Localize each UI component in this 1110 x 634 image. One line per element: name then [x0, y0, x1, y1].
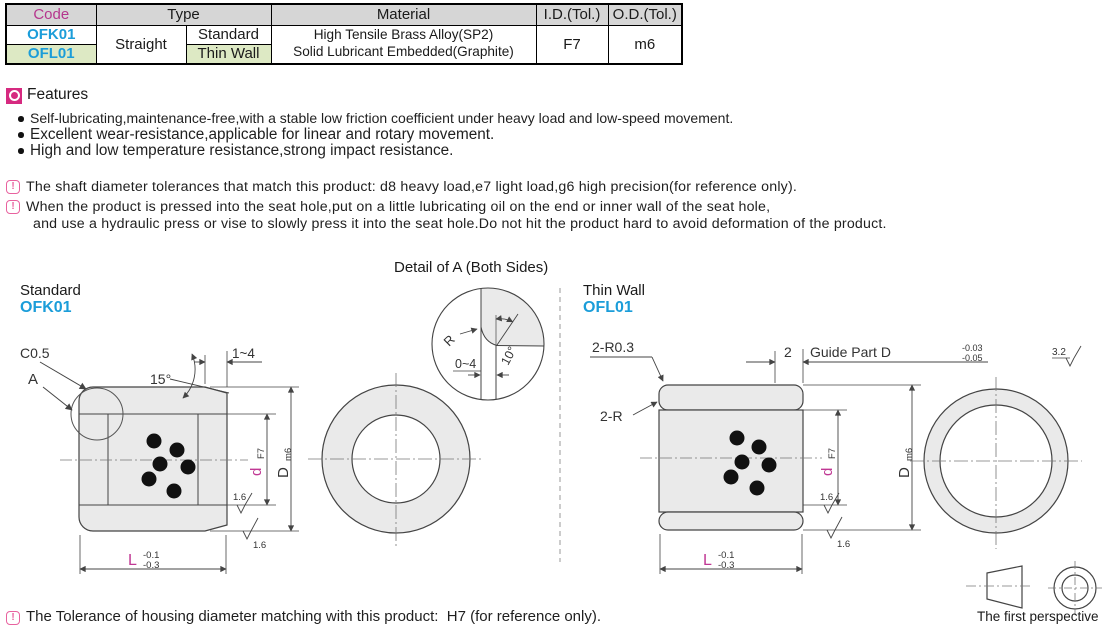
cell-subtype-standard: Standard: [186, 25, 271, 44]
warning-icon: !: [6, 180, 20, 194]
standard-section-code: OFK01: [20, 299, 72, 316]
roughness-16: 1.6: [253, 540, 267, 551]
roughness-32: 3.2: [1052, 347, 1066, 358]
dim-guide-tol-hi: -0.03: [962, 343, 983, 353]
material-line-1: High Tensile Brass Alloy(SP2): [313, 27, 494, 43]
dim-2r: 2-R: [600, 408, 623, 424]
dim-d-tol: F7: [256, 447, 267, 459]
roughness-16: 1.6: [837, 539, 851, 550]
dim-len14: 1~4: [232, 346, 255, 361]
dim-len04: 0~4: [455, 357, 477, 371]
dim-2r03: 2-R0.3: [592, 339, 635, 355]
cell-od-tol: m6: [608, 25, 682, 64]
header-od-tol: O.D.(Tol.): [608, 4, 682, 25]
first-perspective-symbol: [966, 561, 1102, 615]
dim-D-tol: m6: [904, 447, 915, 461]
dim-L-tol-lo: -0.3: [143, 560, 160, 571]
footer-note: The Tolerance of housing diameter matching with this product: H7 (for reference only).: [26, 608, 602, 625]
feature-item: High and low temperature resistance,strong impact resistance.: [30, 142, 454, 159]
cell-id-tol: F7: [536, 25, 608, 64]
cell-subtype-thinwall: Thin Wall: [186, 44, 271, 64]
note-line: The shaft diameter tolerances that match this product: d8 heavy load,e7 light load,g6 high precision(for reference only).: [26, 179, 798, 195]
dim-angle10: 10°: [498, 344, 520, 368]
roughness-16: 1.6: [820, 492, 834, 503]
note-line: and use a hydraulic press or vise to slowly press it into the seat hole.Do not hit the product hard to avoid deformation of the product.: [33, 216, 887, 232]
dim-L: L: [128, 552, 137, 569]
dim-L-tol-lo: -0.3: [718, 560, 735, 571]
standard-front-view: [308, 373, 484, 547]
detail-a-title: Detail of A (Both Sides): [394, 259, 549, 276]
dim-D: D: [275, 467, 292, 478]
cell-type-straight: Straight: [96, 25, 186, 64]
dim-guide-part: Guide Part D: [810, 344, 891, 360]
header-type: Type: [96, 4, 271, 25]
dim-angle15: 15°: [150, 371, 172, 387]
dim-L-tol-hi: -0.1: [718, 550, 735, 561]
header-code: Code: [6, 4, 96, 25]
roughness-16: 1.6: [233, 492, 247, 503]
header-material: Material: [271, 4, 536, 25]
thinwall-section-label: Thin Wall: [583, 282, 645, 299]
thinwall-front-view: [910, 377, 1082, 549]
dim-guide-len: 2: [784, 344, 792, 360]
feature-item: Self-lubricating,maintenance-free,with a stable low friction coefficient under heavy load and low-speed movement.: [30, 110, 734, 126]
material-line-2: Solid Lubricant Embedded(Graphite): [293, 44, 514, 60]
warning-icon: !: [6, 611, 20, 625]
dim-guide-tol-lo: -0.05: [962, 353, 983, 363]
dim-D: D: [896, 467, 913, 478]
dim-d: d: [248, 467, 265, 476]
first-perspective-label: The first perspective: [977, 609, 1099, 624]
feature-item: Excellent wear-resistance,applicable for linear and rotary movement.: [30, 126, 495, 143]
header-id-tol: I.D.(Tol.): [536, 4, 608, 25]
dim-c05: C0.5: [20, 345, 50, 361]
note-line: When the product is pressed into the seat hole,put on a little lubricating oil on the end or inner wall of the seat hole,: [26, 199, 771, 215]
dim-L: L: [703, 552, 712, 569]
dim-d-tol: F7: [827, 447, 838, 459]
cell-code-ofk01: OFK01: [6, 25, 96, 44]
dim-r: R: [440, 331, 458, 350]
thinwall-section-code: OFL01: [583, 299, 633, 316]
features-title: Features: [27, 86, 89, 103]
standard-section-label: Standard: [20, 282, 81, 299]
dim-a-ref: A: [28, 371, 39, 388]
dim-d: d: [819, 467, 836, 476]
dim-D-tol: m6: [283, 447, 294, 461]
cell-code-ofl01: OFL01: [6, 44, 96, 64]
dim-L-tol-hi: -0.1: [143, 550, 160, 561]
warning-icon: !: [6, 200, 20, 214]
